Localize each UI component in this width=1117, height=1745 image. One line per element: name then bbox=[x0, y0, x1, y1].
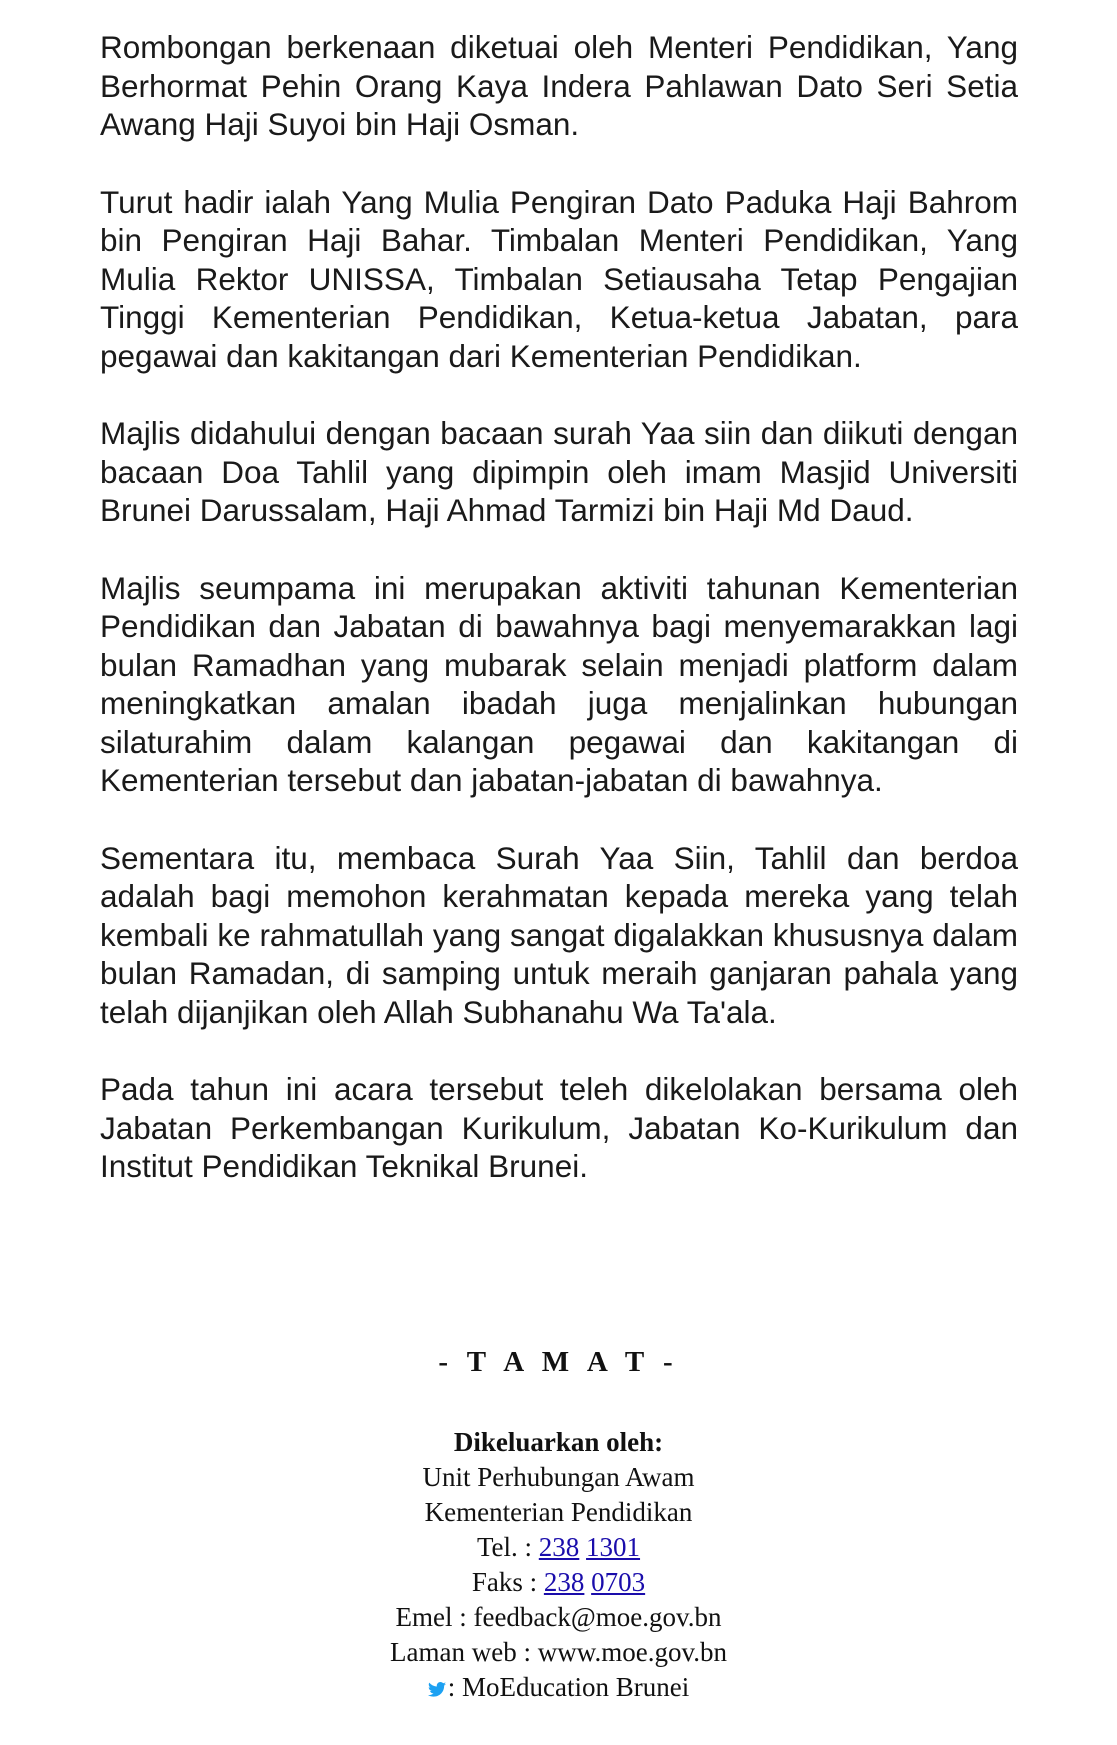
fax-label: Faks : bbox=[471, 1567, 544, 1597]
press-release-body bbox=[100, 28, 1018, 1225]
telephone-label: Tel. : bbox=[476, 1532, 539, 1562]
issued-by-block bbox=[0, 1425, 1117, 1705]
end-marker: - T A M A T - bbox=[438, 1346, 679, 1378]
paragraph-purpose: Sementara itu, membaca Surah Yaa Siin, Tahlil dan berdoa adalah bagi memohon kerahmatan kepada mereka yang telah kembali ke rahmatullah yang sangat digalakkan khususnya dalam bulan Ramadan, di samping untuk meraih ganjaran pahala yang telah dijanjikan oleh Allah Subhanahu Wa Ta'ala. bbox=[100, 839, 1018, 1030]
telephone-link-part1[interactable]: 238 bbox=[538, 1532, 580, 1562]
twitter-bird-icon bbox=[428, 1682, 446, 1697]
issuing-ministry: Kementerian Pendidikan bbox=[424, 1497, 693, 1527]
paragraph-organizers: Pada tahun ini acara tersebut teleh dikelolakan bersama oleh Jabatan Perkembangan Kurikulum, Jabatan Ko-Kurikulum dan Institut Pendidikan Teknikal Brunei. bbox=[100, 1071, 1018, 1184]
paragraph-delegation: Rombongan berkenaan diketuai oleh Menteri Pendidikan, Yang Berhormat Pehin Orang Kaya Indera Pahlawan Dato Seri Setia Awang Haji Suyoi bin Haji Osman. bbox=[100, 29, 1018, 142]
end-marker-block bbox=[0, 1344, 1117, 1380]
paragraph-ceremony: Majlis didahului dengan bacaan surah Yaa siin dan diikuti dengan bacaan Doa Tahlil yang dipimpin oleh imam Masjid Universiti Brunei Darussalam, Haji Ahmad Tarmizi bin Haji Md Daud. bbox=[100, 415, 1018, 528]
twitter-handle: : MoEducation Brunei bbox=[447, 1672, 690, 1702]
fax-link-part1[interactable]: 238 bbox=[543, 1567, 585, 1597]
fax-link-part2[interactable]: 0703 bbox=[591, 1567, 646, 1597]
paragraph-attendees: Turut hadir ialah Yang Mulia Pengiran Dato Paduka Haji Bahrom bin Pengiran Haji Bahar. Timbalan Menteri Pendidikan, Yang Mulia Rektor UNISSA, Timbalan Setiausaha Tetap Pengajian Tinggi Kementerian Pendidikan, Ketua-ketua Jabatan, para pegawai dan kakitangan dari Kementerian Pendidikan. bbox=[100, 183, 1018, 374]
telephone-link-part2[interactable]: 1301 bbox=[586, 1532, 641, 1562]
twitter-line bbox=[0, 1670, 1117, 1705]
issuing-unit: Unit Perhubungan Awam bbox=[422, 1462, 695, 1492]
fax-line bbox=[0, 1565, 1117, 1600]
email-line: Emel : feedback@moe.gov.bn bbox=[395, 1602, 722, 1632]
telephone-line bbox=[0, 1530, 1117, 1565]
website-line: Laman web : www.moe.gov.bn bbox=[390, 1637, 727, 1667]
paragraph-annual-activity: Majlis seumpama ini merupakan aktiviti tahunan Kementerian Pendidikan dan Jabatan di bawahnya bagi menyemarakkan lagi bulan Ramadhan yang mubarak selain menjadi platform dalam meningkatkan amalan ibadah juga menjalinkan hubungan silaturahim dalam kalangan pegawai dan kakitangan di Kementerian tersebut dan jabatan-jabatan di bawahnya. bbox=[100, 569, 1018, 798]
issued-by-label: Dikeluarkan oleh: bbox=[453, 1427, 664, 1457]
